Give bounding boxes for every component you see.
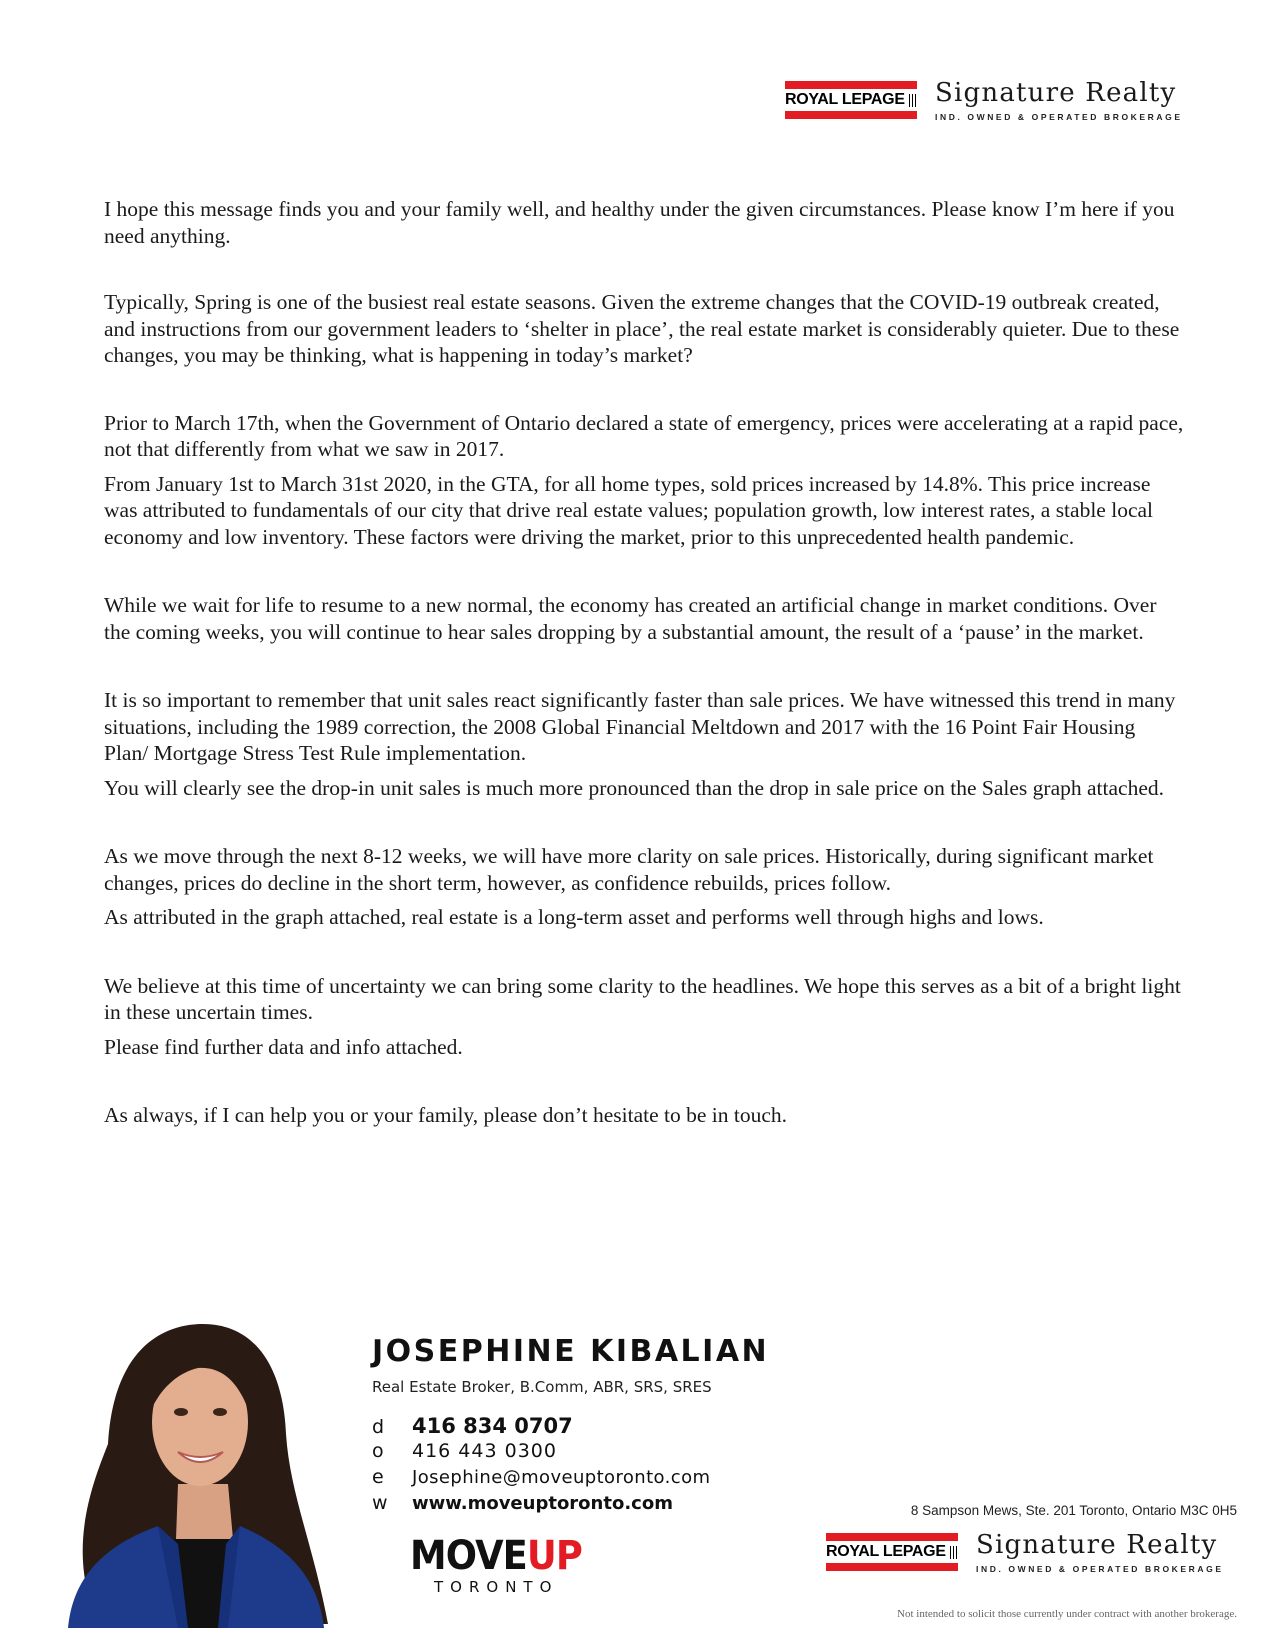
paragraph-clarity: We believe at this time of uncertainty we can bring some clarity to the headlines. We hope this serves as a bit of a bright light in these uncertain times.: [104, 973, 1181, 1024]
paragraph-spring-season: Typically, Spring is one of the busiest real estate seasons. Given the extreme changes that the COVID-19 outbreak created, and instructions from our government leaders to ‘shelter in place’, the real estate market is considerably quieter. Due to these changes, you may be thinking, what is happening in today’s market?: [104, 290, 1180, 367]
contact-office-phone[interactable]: 416 443 0300: [412, 1440, 557, 1462]
paragraph-greeting: I hope this message finds you and your family well, and healthy under the given circumstances. Please know I’m here if you need anything.: [104, 197, 1175, 248]
barcode-bars-icon: [909, 94, 917, 107]
office-address: 8 Sampson Mews, Ste. 201 Toronto, Ontario M3C 0H5: [910, 1503, 1237, 1518]
agent-title: Real Estate Broker, B.Comm, ABR, SRS, SRES: [372, 1378, 712, 1396]
paragraph-long-term-asset: As attributed in the graph attached, real estate is a long-term asset and performs well through highs and lows.: [104, 905, 1044, 929]
moveup-toronto-logo: [410, 1533, 597, 1596]
contact-office-row: [372, 1440, 710, 1466]
logo-red-stripe-top: [785, 81, 917, 89]
footer-royal-lepage-logo: [826, 1533, 958, 1571]
paragraph-unit-sales: It is so important to remember that unit sales react significantly faster than sale prices. We have witnessed this trend in many situations, including the 1989 correction, the 2008 Global Financial Meltdown and 2017 with the 16 Point Fair Housing Plan/ Mortgage Stress Test Rule implementation.: [104, 688, 1176, 765]
contact-email-link[interactable]: Josephine@moveuptoronto.com: [412, 1467, 711, 1488]
moveup-up-text: UP: [526, 1533, 582, 1579]
paragraph-new-normal: While we wait for life to resume to a new normal, the economy has created an artificial change in market conditions. Over the coming weeks, you will continue to hear sales dropping by a substantial amount, the result of a ‘pause’ in the market.: [104, 593, 1157, 644]
footer-royal-lepage-wordmark: ROYAL LEPAGE: [826, 1543, 946, 1560]
footer-brokerage-tagline: IND. OWNED & OPERATED BROKERAGE: [976, 1564, 1224, 1574]
paragraph-further-data: Please find further data and info attached.: [104, 1034, 463, 1059]
contact-email-row: [372, 1466, 710, 1492]
paragraph-price-increase: From January 1st to March 31st 2020, in the GTA, for all home types, sold prices increased by 14.8%. This price increase was attributed to fundamentals of our city that drive real estate values; population growth, low interest rates, a stable local economy and low inventory. These factors were driving the market, prior to this unprecedented health pandemic.: [104, 471, 1153, 549]
agent-portrait-photo: [28, 1294, 364, 1628]
paragraph-prior-march: Prior to March 17th, when the Government of Ontario declared a state of emergency, prices were accelerating at a rapid pace, not that differently from what we saw in 2017.: [104, 410, 1184, 461]
royal-lepage-wordmark: ROYAL LEPAGE: [785, 91, 905, 108]
footer-signature-realty-wordmark: Signature Realty: [976, 1530, 1218, 1560]
contact-website-link[interactable]: www.moveuptoronto.com: [412, 1493, 673, 1514]
contact-direct-key: d: [372, 1416, 385, 1438]
footer-logo-red-stripe-bottom: [826, 1563, 958, 1571]
contact-web-key: w: [372, 1492, 388, 1514]
logo-red-stripe-bottom: [785, 111, 917, 119]
moveup-city-text: TORONTO: [434, 1578, 559, 1596]
contact-direct-row: [372, 1414, 710, 1440]
footer-logo-red-stripe-top: [826, 1533, 958, 1541]
letter-body: [104, 196, 1184, 1129]
footer-barcode-bars-icon: [950, 1546, 958, 1559]
footer-brand-logo: [826, 1530, 1224, 1574]
contact-office-key: o: [372, 1440, 384, 1462]
agent-contact-list: [372, 1414, 710, 1518]
moveup-move-text: MOVE: [410, 1533, 527, 1579]
contact-email-key: e: [372, 1466, 384, 1488]
brokerage-tagline: IND. OWNED & OPERATED BROKERAGE: [935, 112, 1183, 122]
paragraph-closing: As always, if I can help you or your family, please don’t hesitate to be in touch.: [104, 1103, 788, 1127]
agent-name: JOSEPHINE KIBALIAN: [372, 1334, 770, 1369]
paragraph-drop-in-sales: You will clearly see the drop-in unit sales is much more pronounced than the drop in sale price on the Sales graph attached.: [104, 775, 1164, 800]
paragraph-next-weeks: As we move through the next 8-12 weeks, we will have more clarity on sale prices. Historically, during significant market changes, prices do decline in the short term, however, as confidence rebuilds, prices follow.: [104, 844, 1154, 895]
signature-realty-wordmark: Signature Realty: [935, 78, 1177, 108]
royal-lepage-logo: [785, 81, 917, 119]
header-brand-logo: [785, 78, 1183, 122]
contact-web-row: [372, 1492, 710, 1518]
contact-direct-phone[interactable]: 416 834 0707: [412, 1414, 573, 1438]
legal-disclaimer: Not intended to solicit those currently under contract with another brokerage.: [897, 1608, 1237, 1620]
